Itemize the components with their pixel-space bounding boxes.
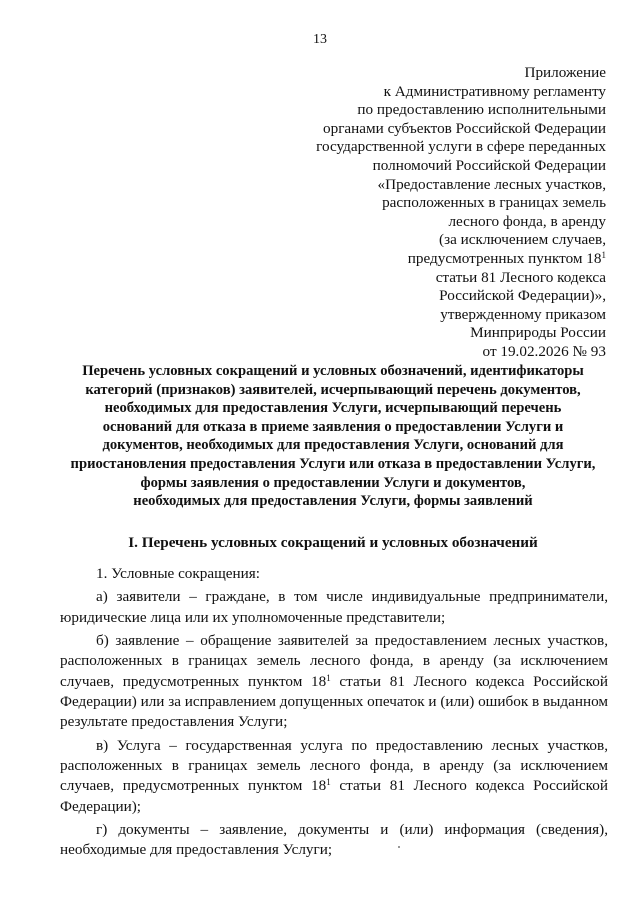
paragraph-line-with-sup: случаев, предусмотренных пунктом $18^1$ статьи 81 Лесного кодекса Российской [60,777,608,795]
appendix-line: Российской Федерации)», [439,287,606,305]
appendix-line: лесного фонда, в аренду [448,212,606,230]
appendix-line: предусмотренных пунктом 18 [407,249,602,267]
superscript: 1 [601,249,606,260]
paragraph-line: необходимые для предоставления Услуги; [60,841,333,859]
appendix-line: (за исключением случаев, [439,231,606,249]
document-title [60,362,606,511]
paragraph-item-1: 1. Условные сокращения: [96,565,261,582]
title-line: документов, необходимых для предоставления Услуги, оснований для [102,437,564,454]
paragraph-line: Федерации) или за исправлением допущенных опечаток и (или) ошибок в выданном [60,693,608,711]
appendix-line: по предоставлению исполнительными [357,101,606,119]
appendix-line: расположенных в границах земель [382,194,606,212]
appendix-line: Минприроды России [470,324,606,342]
paragraph-line: результате предоставления Услуги; [60,713,288,731]
appendix-line: «Предоставление лесных участков, [377,175,606,193]
title-line: необходимых для предоставления Услуги, исчерпывающий перечень [104,400,562,417]
appendix-block [276,64,606,362]
paragraph-line-with-sup: случаев, предусмотренных пунктом $18^1$ статьи 81 Лесного кодекса Российской [60,672,608,690]
paragraph-line: расположенных в границах земель лесного фонда, в аренду (за исключением [60,757,608,775]
appendix-line: статьи 81 Лесного кодекса [435,268,606,286]
paragraph-line: Федерации); [60,797,142,815]
section-heading: I. Перечень условных сокращений и условных обозначений [128,534,538,551]
title-line: необходимых для предоставления Услуги, формы заявлений [133,493,533,510]
appendix-line: Приложение [524,64,606,81]
title-line: приостановления предоставления Услуги или отказа в предоставлении Услуги, [70,455,596,472]
appendix-line: полномочий Российской Федерации [372,156,606,174]
paragraph-line: юридические лица или их уполномоченные представители; [60,608,446,626]
paragraph-line: б) заявление – обращение заявителей за предоставлением лесных участков, [96,631,608,649]
title-line: оснований для отказа в приеме заявления о предоставлении Услуги и [102,418,564,435]
title-line: Перечень условных сокращений и условных обозначений, идентификаторы [82,363,584,379]
appendix-line: от 19.02.2026 № 93 [482,342,606,360]
paragraph-line: г) документы – заявление, документы и (или) информация (сведения), [96,821,608,839]
title-line: формы заявления о предоставлении Услуги и документов, [140,474,526,491]
appendix-line-with-sup [276,250,606,269]
paragraph-g [60,820,608,861]
paragraph-v [60,736,608,818]
appendix-line: утвержденному приказом [440,305,606,323]
superscript: 1 [326,672,331,683]
paragraph-b [60,631,608,733]
page-number: 13 [313,32,327,47]
appendix-line: государственной услуги в сфере переданных [316,138,606,156]
appendix-line: органами субъектов Российской Федерации [323,119,606,137]
paragraph-line: а) заявители – граждане, в том числе индивидуальные предприниматели, [96,588,608,606]
paragraph-line: в) Услуга – государственная услуга по предоставлению лесных участков, [96,736,608,754]
appendix-line: к Административному регламенту [383,82,606,100]
title-line: категорий (признаков) заявителей, исчерпывающий перечень документов, [85,381,581,398]
scan-speck [398,846,400,848]
superscript: 1 [326,777,331,788]
paragraph-line: расположенных в границах земель лесного фонда, в аренду (за исключением [60,652,608,670]
section-body [60,564,608,864]
paragraph-a [60,587,608,628]
